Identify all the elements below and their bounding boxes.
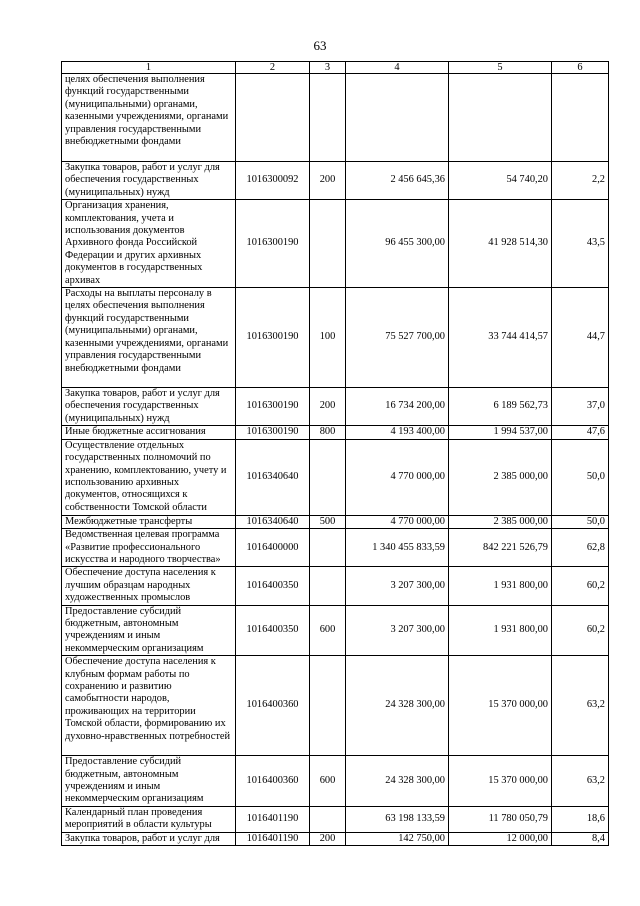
row-code: 1016400360 <box>236 756 310 807</box>
row-executed-amount: 15 370 000,00 <box>449 756 552 807</box>
row-plan-amount: 3 207 300,00 <box>346 567 449 605</box>
row-expense-type <box>310 439 346 515</box>
row-expense-type: 200 <box>310 388 346 426</box>
table-row <box>62 74 609 162</box>
row-expense-type <box>310 529 346 567</box>
row-code: 1016400350 <box>236 567 310 605</box>
row-expense-type <box>310 74 346 162</box>
row-name: Осуществление отдельных государственных полномочий по хранению, комплектованию, учету и использованию архивных документов, относящихся к собственности Томской области <box>62 439 236 515</box>
row-percent: 62,8 <box>552 529 609 567</box>
table-row <box>62 288 609 388</box>
header-cell-2: 2 <box>236 62 310 74</box>
row-code: 1016300190 <box>236 426 310 439</box>
row-name: Предоставление субсидий бюджетным, автономным учреждениям и иным некоммерческим организациям <box>62 605 236 656</box>
row-expense-type: 600 <box>310 605 346 656</box>
row-code <box>236 74 310 162</box>
row-name: целях обеспечения выполнения функций государственными (муниципальными) органами, казенными учреждениями, органами управления государственными внебюджетными фондами <box>62 74 236 162</box>
table-row <box>62 806 609 832</box>
row-plan-amount: 96 455 300,00 <box>346 200 449 288</box>
table-row <box>62 200 609 288</box>
row-name: Закупка товаров, работ и услуг для обеспечения государственных (муниципальных) нужд <box>62 162 236 200</box>
row-code: 1016300092 <box>236 162 310 200</box>
row-expense-type: 200 <box>310 162 346 200</box>
row-name: Межбюджетные трансферты <box>62 515 236 528</box>
budget-table <box>61 61 609 846</box>
row-plan-amount: 4 770 000,00 <box>346 515 449 528</box>
row-executed-amount: 1 994 537,00 <box>449 426 552 439</box>
header-cell-1: 1 <box>62 62 236 74</box>
row-plan-amount: 4 770 000,00 <box>346 439 449 515</box>
row-plan-amount: 142 750,00 <box>346 832 449 845</box>
row-executed-amount <box>449 74 552 162</box>
row-percent: 50,0 <box>552 439 609 515</box>
table-row <box>62 567 609 605</box>
table-row <box>62 756 609 807</box>
row-percent: 8,4 <box>552 832 609 845</box>
row-percent: 18,6 <box>552 806 609 832</box>
row-code: 1016300190 <box>236 388 310 426</box>
row-name: Обеспечение доступа населения к лучшим образцам народных художественных промыслов <box>62 567 236 605</box>
row-expense-type: 200 <box>310 832 346 845</box>
row-code: 1016340640 <box>236 515 310 528</box>
row-expense-type <box>310 656 346 756</box>
row-name: Организация хранения, комплектования, учета и использования документов Архивного фонда Российской Федерации и других архивных документов в государственных архивах <box>62 200 236 288</box>
row-executed-amount: 11 780 050,79 <box>449 806 552 832</box>
row-expense-type: 800 <box>310 426 346 439</box>
header-row <box>62 62 609 74</box>
row-plan-amount: 1 340 455 833,59 <box>346 529 449 567</box>
row-expense-type <box>310 567 346 605</box>
table-row <box>62 832 609 845</box>
row-executed-amount: 2 385 000,00 <box>449 439 552 515</box>
row-executed-amount: 842 221 526,79 <box>449 529 552 567</box>
row-percent: 63,2 <box>552 756 609 807</box>
row-percent: 47,6 <box>552 426 609 439</box>
row-code: 1016400350 <box>236 605 310 656</box>
row-code: 1016300190 <box>236 200 310 288</box>
row-name: Иные бюджетные ассигнования <box>62 426 236 439</box>
row-plan-amount: 24 328 300,00 <box>346 756 449 807</box>
row-executed-amount: 2 385 000,00 <box>449 515 552 528</box>
row-name: Обеспечение доступа населения к клубным формам работы по сохранению и развитию самобытности народов, проживающих на территории Томской области, формированию их духовно-нравственных потребностей <box>62 656 236 756</box>
page-number: 63 <box>313 38 327 53</box>
row-percent: 60,2 <box>552 605 609 656</box>
table-row <box>62 515 609 528</box>
row-name: Расходы на выплаты персоналу в целях обеспечения выполнения функций государственными (муниципальными) органами, казенными учреждениями, органами управления государственными внебюджетными фондами <box>62 288 236 388</box>
row-plan-amount: 63 198 133,59 <box>346 806 449 832</box>
row-executed-amount: 12 000,00 <box>449 832 552 845</box>
row-code: 1016340640 <box>236 439 310 515</box>
row-expense-type: 500 <box>310 515 346 528</box>
row-code: 1016401190 <box>236 832 310 845</box>
row-executed-amount: 1 931 800,00 <box>449 605 552 656</box>
row-percent: 60,2 <box>552 567 609 605</box>
row-plan-amount: 3 207 300,00 <box>346 605 449 656</box>
row-percent: 37,0 <box>552 388 609 426</box>
row-executed-amount: 54 740,20 <box>449 162 552 200</box>
row-executed-amount: 41 928 514,30 <box>449 200 552 288</box>
row-code: 1016401190 <box>236 806 310 832</box>
row-percent: 63,2 <box>552 656 609 756</box>
header-cell-5: 5 <box>449 62 552 74</box>
row-code: 1016300190 <box>236 288 310 388</box>
row-percent <box>552 74 609 162</box>
row-plan-amount: 4 193 400,00 <box>346 426 449 439</box>
row-percent: 50,0 <box>552 515 609 528</box>
row-name: Закупка товаров, работ и услуг для обеспечения государственных (муниципальных) нужд <box>62 388 236 426</box>
row-code: 1016400000 <box>236 529 310 567</box>
row-expense-type: 100 <box>310 288 346 388</box>
header-cell-3: 3 <box>310 62 346 74</box>
row-plan-amount: 24 328 300,00 <box>346 656 449 756</box>
row-expense-type <box>310 806 346 832</box>
row-plan-amount: 16 734 200,00 <box>346 388 449 426</box>
row-name: Календарный план проведения мероприятий в области культуры <box>62 806 236 832</box>
row-percent: 44,7 <box>552 288 609 388</box>
row-expense-type: 600 <box>310 756 346 807</box>
table-row <box>62 656 609 756</box>
row-expense-type <box>310 200 346 288</box>
row-name: Ведомственная целевая программа «Развитие профессионального искусства и народного творчества» <box>62 529 236 567</box>
table-row <box>62 605 609 656</box>
row-executed-amount: 6 189 562,73 <box>449 388 552 426</box>
table-row <box>62 388 609 426</box>
row-plan-amount: 2 456 645,36 <box>346 162 449 200</box>
row-plan-amount: 75 527 700,00 <box>346 288 449 388</box>
table-row <box>62 439 609 515</box>
table-row <box>62 529 609 567</box>
row-executed-amount: 15 370 000,00 <box>449 656 552 756</box>
table-row <box>62 162 609 200</box>
row-executed-amount: 1 931 800,00 <box>449 567 552 605</box>
header-cell-6: 6 <box>552 62 609 74</box>
table-row <box>62 426 609 439</box>
row-percent: 2,2 <box>552 162 609 200</box>
row-executed-amount: 33 744 414,57 <box>449 288 552 388</box>
header-cell-4: 4 <box>346 62 449 74</box>
row-code: 1016400360 <box>236 656 310 756</box>
row-percent: 43,5 <box>552 200 609 288</box>
row-name: Закупка товаров, работ и услуг для <box>62 832 236 845</box>
row-plan-amount <box>346 74 449 162</box>
row-name: Предоставление субсидий бюджетным, автономным учреждениям и иным некоммерческим организациям <box>62 756 236 807</box>
